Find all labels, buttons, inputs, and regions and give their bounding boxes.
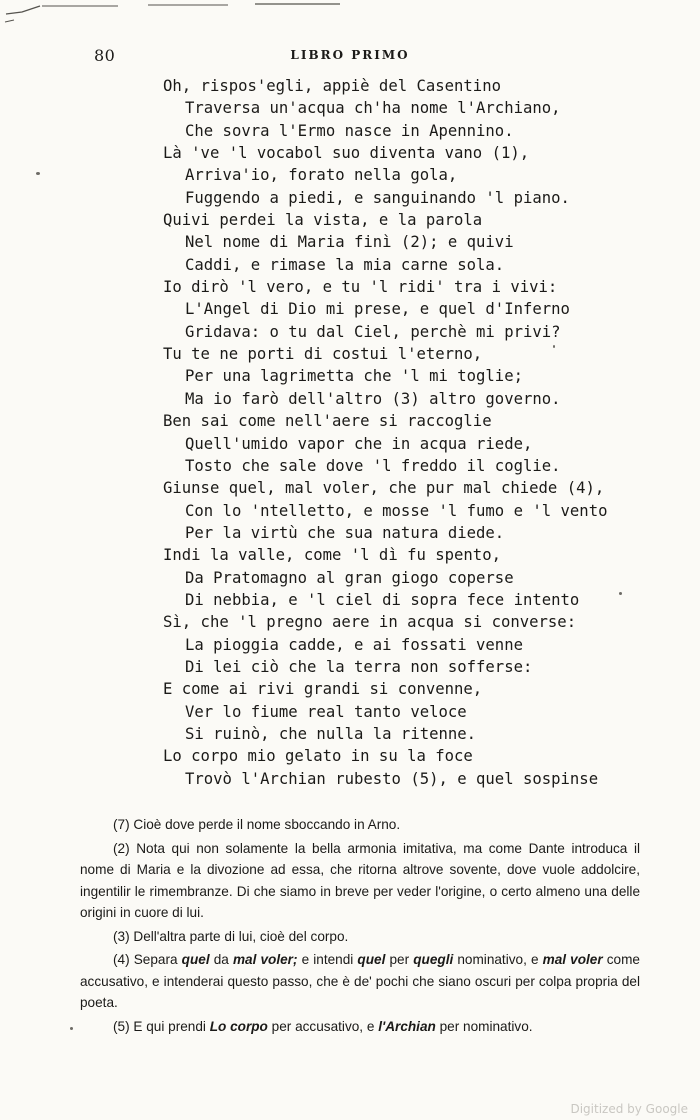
- verse-line: Da Pratomagno al gran giogo coperse: [185, 568, 514, 587]
- verse-line: Sì, che 'l pregno aere in acqua si converse:: [163, 613, 577, 632]
- verse-line: Ver lo fiume real tanto veloce: [185, 702, 467, 721]
- verse-line: Caddi, e rimase la mia carne sola.: [185, 255, 505, 274]
- ink-speck: [619, 592, 622, 595]
- page-number: 80: [94, 46, 116, 65]
- verse-line: Ben sai come nell'aere si raccoglie: [163, 412, 492, 431]
- digitized-watermark: Digitized by Google: [570, 1102, 688, 1116]
- footnote-emphasis: mal voler: [542, 952, 603, 967]
- footnote-emphasis: mal voler;: [232, 952, 298, 967]
- footnote: [80, 949, 640, 1014]
- verse-line: Fuggendo a piedi, e sanguinando 'l piano.: [185, 188, 570, 207]
- poem-text: [163, 75, 643, 790]
- verse-line: Gridava: o tu dal Ciel, perchè mi privi?: [185, 322, 561, 341]
- footnote-text: (4) Separa: [113, 952, 182, 967]
- verse-line: Di lei ciò che la terra non sofferse:: [185, 657, 533, 676]
- verse-line: Giunse quel, mal voler, che pur mal chiede (4),: [163, 479, 605, 498]
- verse-line: E come ai rivi grandi si convenne,: [163, 680, 483, 699]
- verse-line: Per una lagrimetta che 'l mi toglie;: [185, 367, 523, 386]
- verse-line: Che sovra l'Ermo nasce in Apennino.: [185, 121, 514, 140]
- footnote-text: come accusativo, e intenderai questo passo, che è de' pochi che siano oscuri per colpa propria del poeta.: [80, 952, 640, 1010]
- verse-line: Per la virtù che sua natura diede.: [185, 523, 505, 542]
- verse-line: Trovò l'Archian rubesto (5), e quel sospinse: [185, 769, 599, 788]
- footnote-emphasis: quel: [357, 952, 386, 967]
- footnote-emphasis: quel: [181, 952, 210, 967]
- verse-line: La pioggia cadde, e ai fossati venne: [185, 635, 523, 654]
- footnote: [80, 926, 640, 948]
- footnote-text: (2) Nota qui non solamente la bella armonia imitativa, ma come Dante introduca il nome di Maria e la divozione ad essa, che ritorna altrove sovente, dove vuole addolcire, ingentilir le rimembranze. Di che siamo in breve per veder l'origine, o certo almeno una delle origini in cuore di lui.: [80, 840, 640, 920]
- footnote-text: per: [385, 952, 414, 967]
- footnote-text: e intendi: [297, 952, 358, 967]
- scan-edge-marks: [0, 0, 700, 30]
- footnote-emphasis: Lo corpo: [209, 1018, 268, 1034]
- verse-line: Tu te ne porti di costui l'eterno,: [163, 345, 483, 364]
- footnote-text: da: [209, 952, 233, 967]
- footnote: [80, 814, 640, 836]
- footnote-text: per accusativo, e: [267, 1018, 379, 1034]
- verse-line: Là 've 'l vocabol suo diventa vano (1),: [163, 144, 530, 163]
- footnote: [80, 838, 640, 924]
- footnote-text: (5) E qui prendi: [113, 1018, 210, 1034]
- verse-line: Nel nome di Maria finì (2); e quivi: [185, 233, 514, 252]
- verse-line: Quivi perdei la vista, e la parola: [163, 211, 483, 230]
- footnote-text: per nominativo.: [435, 1018, 533, 1034]
- footnote-text: nominativo, e: [453, 952, 543, 967]
- verse-line: L'Angel di Dio mi prese, e quel d'Inferno: [185, 300, 570, 319]
- footnote-emphasis: quegli: [413, 952, 454, 967]
- verse-line: Ma io farò dell'altro (3) altro governo.: [185, 389, 561, 408]
- verse-line: Io dirò 'l vero, e tu 'l ridi' tra i vivi:: [163, 278, 558, 297]
- footnote: [80, 1016, 640, 1038]
- footnote-emphasis: l'Archian: [378, 1018, 436, 1034]
- ink-speck: [70, 1027, 73, 1030]
- footnote-text: (3) Dell'altra parte di lui, cioè del corpo.: [113, 928, 349, 944]
- verse-line: Oh, rispos'egli, appiè del Casentino: [163, 77, 501, 95]
- verse-line: Si ruinò, che nulla la ritenne.: [185, 724, 477, 743]
- verse-line: Traversa un'acqua ch'ha nome l'Archiano,: [185, 99, 561, 118]
- ink-speck: [36, 172, 40, 175]
- verse-line: Arriva'io, forato nella gola,: [185, 166, 458, 185]
- verse-line: Lo corpo mio gelato in su la foce: [163, 747, 473, 766]
- ink-speck: [553, 345, 555, 348]
- verse-line: Con lo 'ntelletto, e mosse 'l fumo e 'l vento: [185, 501, 608, 520]
- running-head: LIBRO PRIMO: [290, 48, 410, 62]
- verse-line: Di nebbia, e 'l ciel di sopra fece intento: [185, 590, 580, 609]
- verse-line: Quell'umido vapor che in acqua riede,: [185, 434, 533, 453]
- footnote-text: (7) Cioè dove perde il nome sboccando in Arno.: [113, 817, 401, 832]
- verse-line: Tosto che sale dove 'l freddo il coglie.: [185, 456, 561, 475]
- verse-line: Indi la valle, come 'l dì fu spento,: [163, 546, 501, 565]
- footnotes: [80, 814, 640, 1039]
